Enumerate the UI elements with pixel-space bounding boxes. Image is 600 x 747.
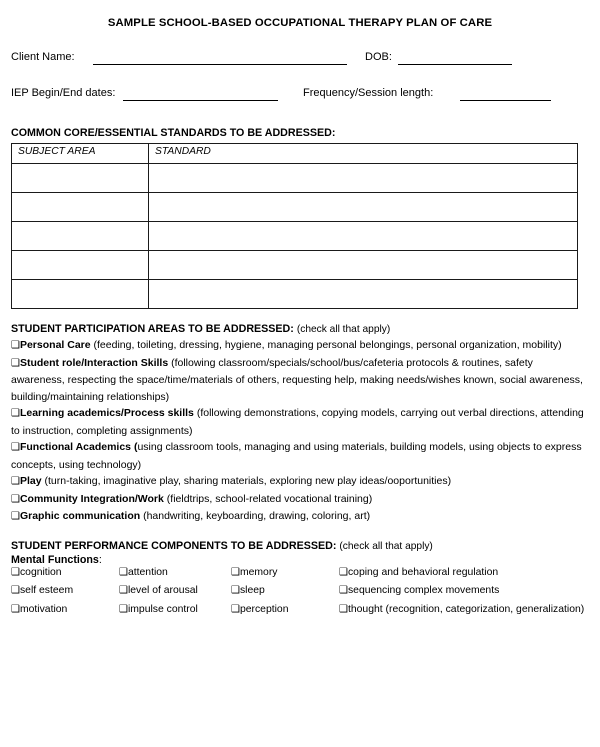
table-header-row <box>12 144 578 164</box>
checklist-item-learning-academics[interactable] <box>11 405 589 439</box>
common-core-heading: COMMON CORE/ESSENTIAL STANDARDS TO BE ADDRESSED: <box>11 127 336 139</box>
table-row[interactable] <box>12 222 578 251</box>
table-row[interactable] <box>12 164 578 193</box>
dob-label: DOB: <box>365 51 392 63</box>
mental-functions-subheading <box>11 554 589 566</box>
checklist-item-play[interactable] <box>11 473 589 491</box>
checklist-item-detail: (fieldtrips, school-related vocational training) <box>163 492 373 505</box>
checklist-item-functional-academics[interactable] <box>11 439 589 473</box>
checklist-item-label: level of arousal <box>127 585 198 596</box>
cell-standard[interactable] <box>149 193 578 222</box>
column-header-standard: STANDARD <box>149 144 578 164</box>
checklist-item-impulse-control[interactable] <box>119 604 198 615</box>
checkbox-icon[interactable]: ❑ <box>119 585 128 596</box>
checklist-item-label: memory <box>239 566 278 578</box>
checklist-item-label: Personal Care <box>19 339 91 351</box>
checkbox-icon[interactable]: ❑ <box>11 585 20 596</box>
checklist-item-sequencing-complex-movements[interactable] <box>339 585 499 596</box>
participation-heading <box>11 323 589 335</box>
checkbox-icon[interactable]: ❑ <box>231 603 240 615</box>
checkbox-icon[interactable]: ❑ <box>11 408 20 419</box>
checklist-item-detail: using classroom tools, managing and using materials, building models, using objects to express concepts, using technology) <box>11 441 582 471</box>
checklist-item-thought[interactable] <box>339 604 584 615</box>
performance-heading-text: STUDENT PERFORMANCE COMPONENTS TO BE ADDRESSED: <box>11 539 337 552</box>
mental-functions-row <box>11 567 589 586</box>
checklist-item-label: perception <box>239 603 289 615</box>
checklist-item-motivation[interactable] <box>11 604 67 615</box>
checklist-item-label: attention <box>127 566 168 578</box>
checklist-item-label: sleep <box>239 585 265 596</box>
checklist-item-label: Functional Academics ( <box>19 441 138 453</box>
checklist-item-graphic-communication[interactable] <box>11 508 589 526</box>
checklist-item-community-integration[interactable] <box>11 491 589 509</box>
checklist-item-sleep[interactable] <box>231 585 265 596</box>
checklist-item-memory[interactable] <box>231 567 278 578</box>
cell-subject-area[interactable] <box>12 222 149 251</box>
cell-subject-area[interactable] <box>12 164 149 193</box>
checkbox-icon[interactable]: ❑ <box>11 566 20 578</box>
checkbox-icon[interactable]: ❑ <box>231 585 240 596</box>
iep-dates-input[interactable] <box>123 100 278 101</box>
checklist-item-attention[interactable] <box>119 567 168 578</box>
checklist-item-label: sequencing complex movements <box>347 585 500 596</box>
cell-standard[interactable] <box>149 251 578 280</box>
checklist-item-label: cognition <box>19 566 62 578</box>
checkbox-icon[interactable]: ❑ <box>11 340 20 351</box>
checklist-item-coping-behavioral-regulation[interactable] <box>339 567 498 578</box>
mental-functions-colon: : <box>98 553 102 566</box>
column-header-subject-area: SUBJECT AREA <box>12 144 149 164</box>
checklist-item-detail: (handwriting, keyboarding, drawing, coloring, art) <box>140 510 371 522</box>
checkbox-icon[interactable]: ❑ <box>11 476 20 487</box>
checklist-item-label: Play <box>19 475 42 487</box>
cell-subject-area[interactable] <box>12 251 149 280</box>
participation-heading-note: (check all that apply) <box>296 324 391 335</box>
dob-input[interactable] <box>398 64 512 65</box>
mental-functions-label: Mental Functions <box>11 553 99 566</box>
frequency-label: Frequency/Session length: <box>303 87 434 99</box>
field-row-client-dob <box>11 51 589 68</box>
checklist-item-label: impulse control <box>127 603 198 615</box>
checkbox-icon[interactable]: ❑ <box>119 603 128 615</box>
mental-functions-row <box>11 604 589 623</box>
participation-checklist <box>11 337 589 526</box>
cell-standard[interactable] <box>149 222 578 251</box>
checklist-item-detail: (following classroom/specials/school/bus/cafeteria protocols & routines, safety awareness, respecting the space/time/materials of others, requesting help, making needs/wishes known, social awareness, building/maintaining relationships) <box>11 356 583 403</box>
checklist-item-student-role[interactable] <box>11 355 589 406</box>
standards-table <box>11 143 578 309</box>
checklist-item-cognition[interactable] <box>11 567 62 578</box>
checkbox-icon[interactable]: ❑ <box>11 493 20 505</box>
checklist-item-label: Student role/Interaction Skills <box>19 356 169 369</box>
checklist-item-label: Community Integration/Work <box>19 492 164 505</box>
checkbox-icon[interactable]: ❑ <box>11 442 20 453</box>
client-name-input[interactable] <box>93 64 347 65</box>
checkbox-icon[interactable]: ❑ <box>339 566 348 578</box>
checklist-item-self-esteem[interactable] <box>11 585 73 596</box>
checklist-item-label: motivation <box>19 603 68 615</box>
page-title: SAMPLE SCHOOL-BASED OCCUPATIONAL THERAPY PLAN OF CARE <box>107 17 493 29</box>
checklist-item-detail: (following demonstrations, copying models, carrying out verbal directions, attending to instruction, completing assignments) <box>11 407 584 437</box>
checklist-item-detail: (turn-taking, imaginative play, sharing materials, exploring new play ideas/ooportunities) <box>41 475 452 487</box>
checkbox-icon[interactable]: ❑ <box>119 566 128 578</box>
cell-standard[interactable] <box>149 280 578 309</box>
checkbox-icon[interactable]: ❑ <box>339 585 348 596</box>
checklist-item-label: self esteem <box>19 585 74 596</box>
participation-heading-text: STUDENT PARTICIPATION AREAS TO BE ADDRESSED: <box>11 323 294 335</box>
frequency-input[interactable] <box>460 100 551 101</box>
checklist-item-level-of-arousal[interactable] <box>119 585 198 596</box>
checklist-item-personal-care[interactable] <box>11 337 589 355</box>
checklist-item-label: coping and behavioral regulation <box>347 566 499 578</box>
table-row[interactable] <box>12 251 578 280</box>
field-row-iep-frequency <box>11 87 589 104</box>
cell-subject-area[interactable] <box>12 193 149 222</box>
performance-heading-note: (check all that apply) <box>339 540 433 552</box>
table-row[interactable] <box>12 193 578 222</box>
checkbox-icon[interactable]: ❑ <box>11 511 20 522</box>
checklist-item-perception[interactable] <box>231 604 289 615</box>
checkbox-icon[interactable]: ❑ <box>231 566 240 578</box>
checkbox-icon[interactable]: ❑ <box>11 357 20 369</box>
checkbox-icon[interactable]: ❑ <box>11 603 20 615</box>
mental-functions-row <box>11 585 589 604</box>
checkbox-icon[interactable]: ❑ <box>339 603 348 615</box>
checklist-item-label: Learning academics/Process skills <box>19 407 194 419</box>
document-page <box>0 17 600 747</box>
mental-functions-grid <box>11 567 589 623</box>
checklist-item-detail: (feeding, toileting, dressing, hygiene, managing personal belongings, personal organization, mobility) <box>90 339 562 351</box>
cell-subject-area[interactable] <box>12 280 149 309</box>
performance-heading <box>11 540 589 552</box>
iep-dates-label: IEP Begin/End dates: <box>11 87 116 99</box>
checklist-item-label: Graphic communication <box>19 510 141 522</box>
cell-standard[interactable] <box>149 164 578 193</box>
client-name-label: Client Name: <box>11 51 75 63</box>
checklist-item-label: thought (recognition, categorization, generalization) <box>347 603 585 615</box>
table-row[interactable] <box>12 280 578 309</box>
